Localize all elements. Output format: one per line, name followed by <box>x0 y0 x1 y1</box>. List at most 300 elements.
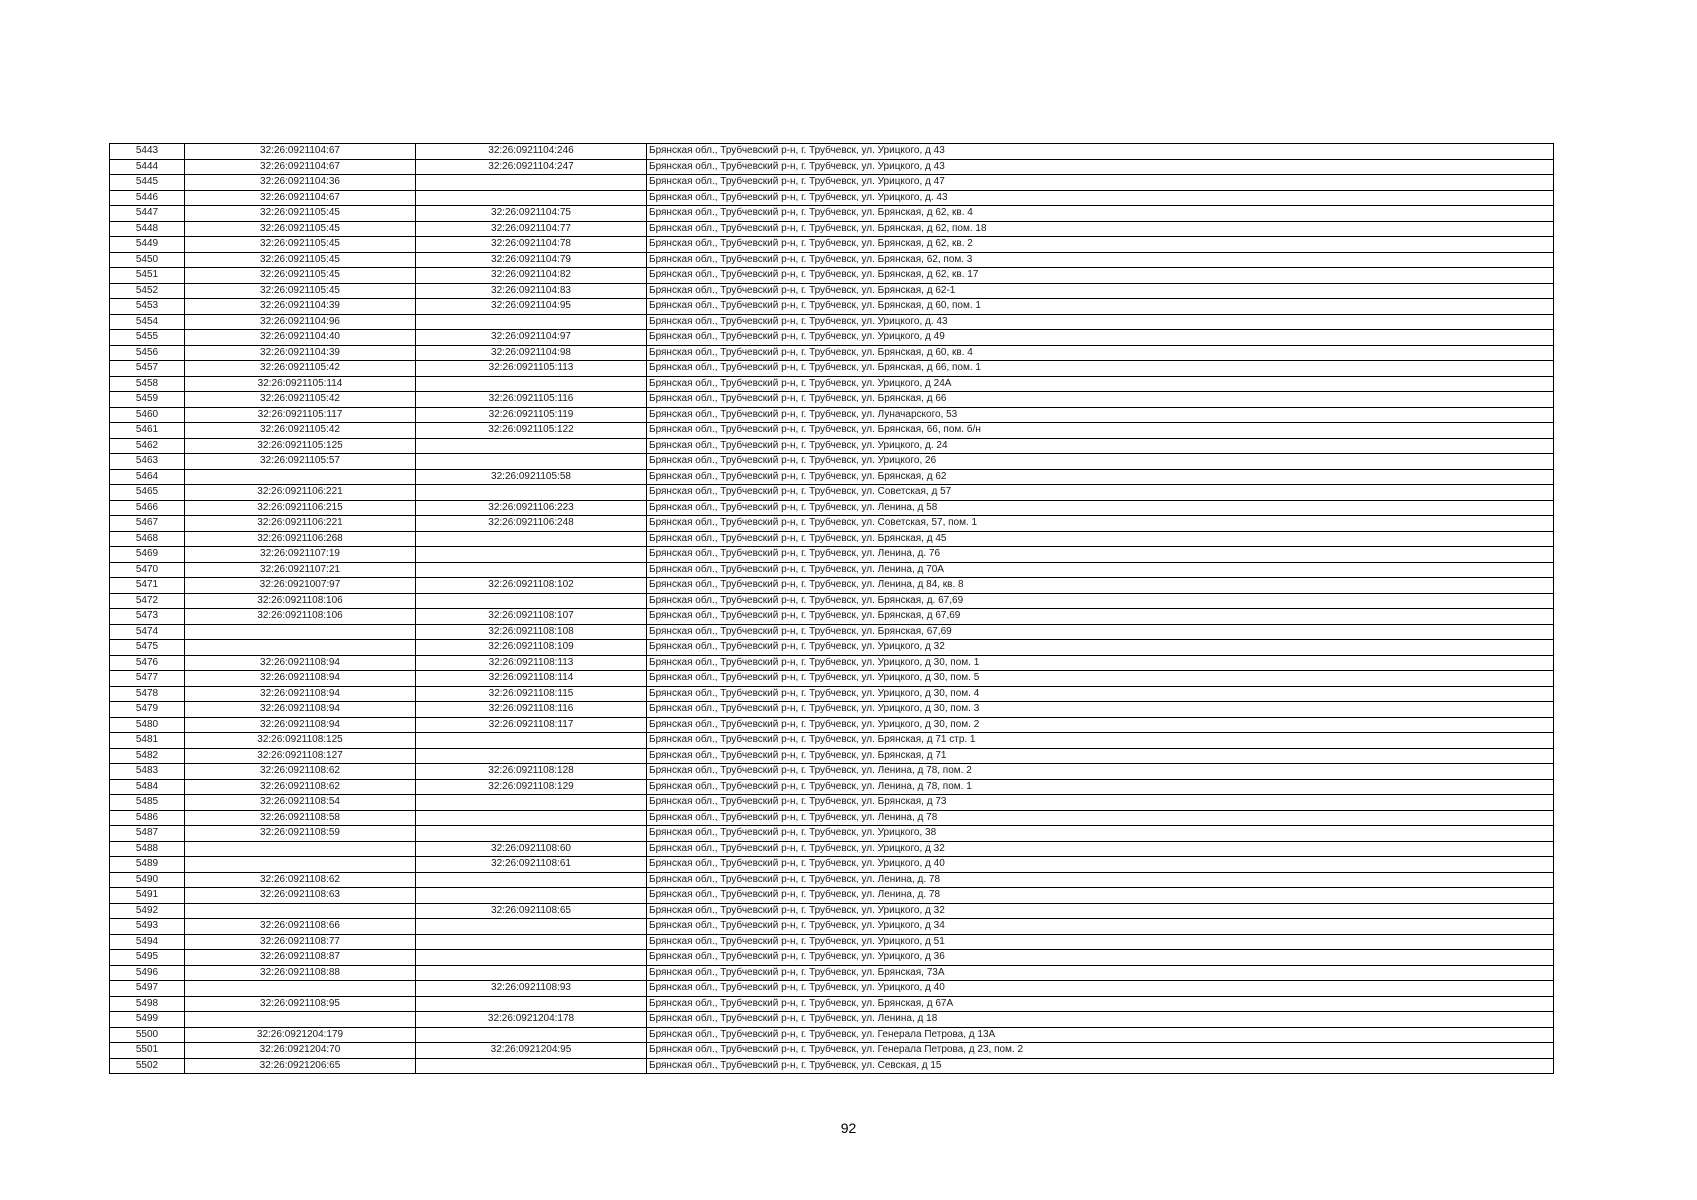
cadastral-number-cell: 32:26:0921108:87 <box>185 950 416 966</box>
related-cadastral-number-cell: 32:26:0921108:128 <box>416 764 647 780</box>
cadastral-number-cell: 32:26:0921204:70 <box>185 1043 416 1059</box>
table-row <box>110 221 1554 237</box>
related-cadastral-number-cell <box>416 826 647 842</box>
cadastral-number-cell: 32:26:0921105:114 <box>185 376 416 392</box>
cadastral-number-cell: 32:26:0921105:45 <box>185 252 416 268</box>
row-number-cell: 5456 <box>110 345 185 361</box>
address-cell: Брянская обл., Трубчевский р-н, г. Трубчевск, ул. Брянская, д 66, пом. 1 <box>647 361 1554 377</box>
related-cadastral-number-cell: 32:26:0921105:119 <box>416 407 647 423</box>
related-cadastral-number-cell <box>416 1058 647 1074</box>
table-row <box>110 640 1554 656</box>
row-number-cell: 5491 <box>110 888 185 904</box>
cadastral-number-cell: 32:26:0921108:62 <box>185 779 416 795</box>
table-row <box>110 919 1554 935</box>
row-number-cell: 5458 <box>110 376 185 392</box>
row-number-cell: 5477 <box>110 671 185 687</box>
table-row <box>110 206 1554 222</box>
related-cadastral-number-cell <box>416 175 647 191</box>
cadastral-number-cell: 32:26:0921108:127 <box>185 748 416 764</box>
related-cadastral-number-cell <box>416 965 647 981</box>
row-number-cell: 5473 <box>110 609 185 625</box>
table-row <box>110 500 1554 516</box>
row-number-cell: 5474 <box>110 624 185 640</box>
related-cadastral-number-cell: 32:26:0921104:83 <box>416 283 647 299</box>
address-cell: Брянская обл., Трубчевский р-н, г. Трубчевск, ул. Брянская, д 62 <box>647 469 1554 485</box>
cadastral-number-cell: 32:26:0921108:95 <box>185 996 416 1012</box>
row-number-cell: 5489 <box>110 857 185 873</box>
cadastral-number-cell: 32:26:0921107:21 <box>185 562 416 578</box>
row-number-cell: 5501 <box>110 1043 185 1059</box>
related-cadastral-number-cell <box>416 950 647 966</box>
table-row <box>110 268 1554 284</box>
address-cell: Брянская обл., Трубчевский р-н, г. Трубчевск, ул. Урицкого, д 30, пом. 1 <box>647 655 1554 671</box>
related-cadastral-number-cell: 32:26:0921108:113 <box>416 655 647 671</box>
related-cadastral-number-cell: 32:26:0921108:109 <box>416 640 647 656</box>
address-cell: Брянская обл., Трубчевский р-н, г. Трубчевск, ул. Брянская, д 62, кв. 4 <box>647 206 1554 222</box>
related-cadastral-number-cell: 32:26:0921104:82 <box>416 268 647 284</box>
address-cell: Брянская обл., Трубчевский р-н, г. Трубчевск, ул. Ленина, д 70А <box>647 562 1554 578</box>
cadastral-number-cell: 32:26:0921105:125 <box>185 438 416 454</box>
cadastral-number-cell: 32:26:0921108:62 <box>185 764 416 780</box>
related-cadastral-number-cell <box>416 190 647 206</box>
related-cadastral-number-cell: 32:26:0921104:75 <box>416 206 647 222</box>
table-row <box>110 376 1554 392</box>
table-row <box>110 283 1554 299</box>
table-row <box>110 624 1554 640</box>
cadastral-number-cell: 32:26:0921105:42 <box>185 423 416 439</box>
row-number-cell: 5502 <box>110 1058 185 1074</box>
related-cadastral-number-cell: 32:26:0921108:116 <box>416 702 647 718</box>
related-cadastral-number-cell <box>416 531 647 547</box>
row-number-cell: 5493 <box>110 919 185 935</box>
address-cell: Брянская обл., Трубчевский р-н, г. Трубчевск, ул. Ленина, д 78 <box>647 810 1554 826</box>
row-number-cell: 5480 <box>110 717 185 733</box>
related-cadastral-number-cell: 32:26:0921108:102 <box>416 578 647 594</box>
cadastral-number-cell: 32:26:0921107:19 <box>185 547 416 563</box>
table-row <box>110 733 1554 749</box>
address-cell: Брянская обл., Трубчевский р-н, г. Трубчевск, ул. Урицкого, д 32 <box>647 903 1554 919</box>
related-cadastral-number-cell: 32:26:0921108:114 <box>416 671 647 687</box>
address-cell: Брянская обл., Трубчевский р-н, г. Трубчевск, ул. Генерала Петрова, д 13А <box>647 1027 1554 1043</box>
related-cadastral-number-cell: 32:26:0921105:58 <box>416 469 647 485</box>
related-cadastral-number-cell: 32:26:0921105:116 <box>416 392 647 408</box>
table-row <box>110 237 1554 253</box>
cadastral-number-cell: 32:26:0921108:106 <box>185 593 416 609</box>
page-number: 92 <box>840 1120 857 1136</box>
row-number-cell: 5471 <box>110 578 185 594</box>
table-row <box>110 423 1554 439</box>
cadastral-number-cell <box>185 903 416 919</box>
table-row <box>110 609 1554 625</box>
row-number-cell: 5490 <box>110 872 185 888</box>
cadastral-number-cell: 32:26:0921108:88 <box>185 965 416 981</box>
cadastral-number-cell: 32:26:0921106:215 <box>185 500 416 516</box>
row-number-cell: 5468 <box>110 531 185 547</box>
address-cell: Брянская обл., Трубчевский р-н, г. Трубчевск, ул. Урицкого, д 51 <box>647 934 1554 950</box>
cadastral-number-cell: 32:26:0921105:45 <box>185 283 416 299</box>
cadastral-number-cell: 32:26:0921108:58 <box>185 810 416 826</box>
address-cell: Брянская обл., Трубчевский р-н, г. Трубчевск, ул. Урицкого, д 24А <box>647 376 1554 392</box>
table-row <box>110 299 1554 315</box>
related-cadastral-number-cell: 32:26:0921108:93 <box>416 981 647 997</box>
table-row <box>110 454 1554 470</box>
related-cadastral-number-cell: 32:26:0921104:97 <box>416 330 647 346</box>
address-cell: Брянская обл., Трубчевский р-н, г. Трубчевск, ул. Брянская, д 45 <box>647 531 1554 547</box>
address-cell: Брянская обл., Трубчевский р-н, г. Трубчевск, ул. Урицкого, д 40 <box>647 981 1554 997</box>
related-cadastral-number-cell: 32:26:0921204:95 <box>416 1043 647 1059</box>
table-row <box>110 547 1554 563</box>
address-cell: Брянская обл., Трубчевский р-н, г. Трубчевск, ул. Ленина, д 58 <box>647 500 1554 516</box>
cadastral-number-cell: 32:26:0921108:63 <box>185 888 416 904</box>
row-number-cell: 5455 <box>110 330 185 346</box>
table-row <box>110 795 1554 811</box>
cadastral-number-cell <box>185 1012 416 1028</box>
related-cadastral-number-cell: 32:26:0921104:77 <box>416 221 647 237</box>
cadastral-number-cell <box>185 981 416 997</box>
table-row <box>110 764 1554 780</box>
address-cell: Брянская обл., Трубчевский р-н, г. Трубчевск, ул. Урицкого, д 40 <box>647 857 1554 873</box>
related-cadastral-number-cell: 32:26:0921104:98 <box>416 345 647 361</box>
related-cadastral-number-cell <box>416 593 647 609</box>
table-row <box>110 578 1554 594</box>
row-number-cell: 5445 <box>110 175 185 191</box>
address-cell: Брянская обл., Трубчевский р-н, г. Трубчевск, ул. Урицкого, 38 <box>647 826 1554 842</box>
table-row <box>110 717 1554 733</box>
address-cell: Брянская обл., Трубчевский р-н, г. Трубчевск, ул. Брянская, д 71 стр. 1 <box>647 733 1554 749</box>
related-cadastral-number-cell <box>416 919 647 935</box>
table-row <box>110 702 1554 718</box>
cadastral-number-cell: 32:26:0921108:62 <box>185 872 416 888</box>
row-number-cell: 5487 <box>110 826 185 842</box>
table-row <box>110 531 1554 547</box>
cadastral-number-cell: 32:26:0921206:65 <box>185 1058 416 1074</box>
cadastral-number-cell: 32:26:0921108:94 <box>185 655 416 671</box>
related-cadastral-number-cell <box>416 438 647 454</box>
cadastral-table <box>109 143 1554 1074</box>
cadastral-number-cell: 32:26:0921105:45 <box>185 268 416 284</box>
related-cadastral-number-cell: 32:26:0921108:65 <box>416 903 647 919</box>
cadastral-number-cell: 32:26:0921108:94 <box>185 686 416 702</box>
row-number-cell: 5479 <box>110 702 185 718</box>
row-number-cell: 5488 <box>110 841 185 857</box>
row-number-cell: 5465 <box>110 485 185 501</box>
cadastral-number-cell: 32:26:0921104:39 <box>185 345 416 361</box>
row-number-cell: 5499 <box>110 1012 185 1028</box>
address-cell: Брянская обл., Трубчевский р-н, г. Трубчевск, ул. Урицкого, д 36 <box>647 950 1554 966</box>
address-cell: Брянская обл., Трубчевский р-н, г. Трубчевск, ул. Брянская, д 73 <box>647 795 1554 811</box>
table-row <box>110 392 1554 408</box>
address-cell: Брянская обл., Трубчевский р-н, г. Трубчевск, ул. Урицкого, д 49 <box>647 330 1554 346</box>
table-row <box>110 593 1554 609</box>
table-row <box>110 516 1554 532</box>
row-number-cell: 5469 <box>110 547 185 563</box>
row-number-cell: 5496 <box>110 965 185 981</box>
row-number-cell: 5453 <box>110 299 185 315</box>
cadastral-number-cell: 32:26:0921106:221 <box>185 485 416 501</box>
table-row <box>110 159 1554 175</box>
cadastral-number-cell: 32:26:0921104:67 <box>185 159 416 175</box>
address-cell: Брянская обл., Трубчевский р-н, г. Трубчевск, ул. Брянская, 73А <box>647 965 1554 981</box>
address-cell: Брянская обл., Трубчевский р-н, г. Трубчевск, ул. Севская, д 15 <box>647 1058 1554 1074</box>
cadastral-number-cell <box>185 841 416 857</box>
row-number-cell: 5483 <box>110 764 185 780</box>
table-row <box>110 903 1554 919</box>
related-cadastral-number-cell <box>416 748 647 764</box>
cadastral-number-cell: 32:26:0921106:221 <box>185 516 416 532</box>
table-row <box>110 1058 1554 1074</box>
table-row <box>110 872 1554 888</box>
address-cell: Брянская обл., Трубчевский р-н, г. Трубчевск, ул. Ленина, д 18 <box>647 1012 1554 1028</box>
related-cadastral-number-cell <box>416 934 647 950</box>
related-cadastral-number-cell: 32:26:0921108:129 <box>416 779 647 795</box>
table-row <box>110 438 1554 454</box>
cadastral-number-cell: 32:26:0921105:42 <box>185 392 416 408</box>
related-cadastral-number-cell: 32:26:0921104:247 <box>416 159 647 175</box>
table-row <box>110 981 1554 997</box>
table-row <box>110 190 1554 206</box>
address-cell: Брянская обл., Трубчевский р-н, г. Трубчевск, ул. Брянская, д 62, пом. 18 <box>647 221 1554 237</box>
row-number-cell: 5451 <box>110 268 185 284</box>
cadastral-number-cell: 32:26:0921104:39 <box>185 299 416 315</box>
address-cell: Брянская обл., Трубчевский р-н, г. Трубчевск, ул. Ленина, д 84, кв. 8 <box>647 578 1554 594</box>
row-number-cell: 5485 <box>110 795 185 811</box>
related-cadastral-number-cell <box>416 872 647 888</box>
cadastral-number-cell: 32:26:0921108:94 <box>185 702 416 718</box>
cadastral-number-cell: 32:26:0921204:179 <box>185 1027 416 1043</box>
address-cell: Брянская обл., Трубчевский р-н, г. Трубчевск, ул. Ленина, д. 78 <box>647 872 1554 888</box>
address-cell: Брянская обл., Трубчевский р-н, г. Трубчевск, ул. Ленина, д 78, пом. 2 <box>647 764 1554 780</box>
row-number-cell: 5467 <box>110 516 185 532</box>
cadastral-number-cell <box>185 857 416 873</box>
related-cadastral-number-cell <box>416 795 647 811</box>
table-body <box>110 144 1554 1074</box>
cadastral-number-cell: 32:26:0921108:54 <box>185 795 416 811</box>
cadastral-number-cell: 32:26:0921104:36 <box>185 175 416 191</box>
row-number-cell: 5446 <box>110 190 185 206</box>
related-cadastral-number-cell: 32:26:0921106:248 <box>416 516 647 532</box>
row-number-cell: 5495 <box>110 950 185 966</box>
table-row <box>110 810 1554 826</box>
address-cell: Брянская обл., Трубчевский р-н, г. Трубчевск, ул. Советская, д 57 <box>647 485 1554 501</box>
related-cadastral-number-cell <box>416 810 647 826</box>
address-cell: Брянская обл., Трубчевский р-н, г. Трубчевск, ул. Урицкого, д 47 <box>647 175 1554 191</box>
table-row <box>110 562 1554 578</box>
row-number-cell: 5476 <box>110 655 185 671</box>
table-row <box>110 748 1554 764</box>
related-cadastral-number-cell: 32:26:0921108:108 <box>416 624 647 640</box>
address-cell: Брянская обл., Трубчевский р-н, г. Трубчевск, ул. Брянская, 67,69 <box>647 624 1554 640</box>
cadastral-number-cell <box>185 624 416 640</box>
cadastral-number-cell <box>185 640 416 656</box>
table-row <box>110 485 1554 501</box>
address-cell: Брянская обл., Трубчевский р-н, г. Трубчевск, ул. Брянская, д 67А <box>647 996 1554 1012</box>
related-cadastral-number-cell: 32:26:0921108:60 <box>416 841 647 857</box>
cadastral-number-cell: 32:26:0921104:96 <box>185 314 416 330</box>
row-number-cell: 5444 <box>110 159 185 175</box>
row-number-cell: 5466 <box>110 500 185 516</box>
cadastral-number-cell: 32:26:0921105:45 <box>185 206 416 222</box>
address-cell: Брянская обл., Трубчевский р-н, г. Трубчевск, ул. Урицкого, д 34 <box>647 919 1554 935</box>
related-cadastral-number-cell: 32:26:0921105:122 <box>416 423 647 439</box>
cadastral-number-cell: 32:26:0921104:67 <box>185 144 416 160</box>
cadastral-number-cell: 32:26:0921108:125 <box>185 733 416 749</box>
cadastral-number-cell: 32:26:0921108:94 <box>185 717 416 733</box>
table-row <box>110 252 1554 268</box>
table-row <box>110 345 1554 361</box>
table-row <box>110 1027 1554 1043</box>
address-cell: Брянская обл., Трубчевский р-н, г. Трубчевск, ул. Луначарского, 53 <box>647 407 1554 423</box>
related-cadastral-number-cell: 32:26:0921104:79 <box>416 252 647 268</box>
address-cell: Брянская обл., Трубчевский р-н, г. Трубчевск, ул. Урицкого, д 32 <box>647 640 1554 656</box>
row-number-cell: 5472 <box>110 593 185 609</box>
address-cell: Брянская обл., Трубчевский р-н, г. Трубчевск, ул. Брянская, 62, пом. 3 <box>647 252 1554 268</box>
table-row <box>110 407 1554 423</box>
table-row <box>110 826 1554 842</box>
related-cadastral-number-cell: 32:26:0921106:223 <box>416 500 647 516</box>
table-row <box>110 469 1554 485</box>
address-cell: Брянская обл., Трубчевский р-н, г. Трубчевск, ул. Брянская, д 62, кв. 2 <box>647 237 1554 253</box>
row-number-cell: 5475 <box>110 640 185 656</box>
table-row <box>110 888 1554 904</box>
related-cadastral-number-cell <box>416 454 647 470</box>
table-row <box>110 314 1554 330</box>
table-row <box>110 950 1554 966</box>
related-cadastral-number-cell <box>416 314 647 330</box>
table-row <box>110 779 1554 795</box>
table-row <box>110 934 1554 950</box>
cadastral-number-cell: 32:26:0921108:66 <box>185 919 416 935</box>
address-cell: Брянская обл., Трубчевский р-н, г. Трубчевск, ул. Брянская, д 71 <box>647 748 1554 764</box>
address-cell: Брянская обл., Трубчевский р-н, г. Трубчевск, ул. Ленина, д 78, пом. 1 <box>647 779 1554 795</box>
related-cadastral-number-cell: 32:26:0921105:113 <box>416 361 647 377</box>
related-cadastral-number-cell <box>416 376 647 392</box>
related-cadastral-number-cell <box>416 1027 647 1043</box>
row-number-cell: 5500 <box>110 1027 185 1043</box>
address-cell: Брянская обл., Трубчевский р-н, г. Трубчевск, ул. Урицкого, д 30, пом. 4 <box>647 686 1554 702</box>
address-cell: Брянская обл., Трубчевский р-н, г. Трубчевск, ул. Советская, 57, пом. 1 <box>647 516 1554 532</box>
table-row <box>110 686 1554 702</box>
cadastral-number-cell: 32:26:0921007:97 <box>185 578 416 594</box>
table-row <box>110 857 1554 873</box>
address-cell: Брянская обл., Трубчевский р-н, г. Трубчевск, ул. Урицкого, д 30, пом. 3 <box>647 702 1554 718</box>
cadastral-number-cell: 32:26:0921108:77 <box>185 934 416 950</box>
row-number-cell: 5486 <box>110 810 185 826</box>
cadastral-number-cell: 32:26:0921105:45 <box>185 237 416 253</box>
table-row <box>110 965 1554 981</box>
row-number-cell: 5460 <box>110 407 185 423</box>
row-number-cell: 5454 <box>110 314 185 330</box>
table-row <box>110 330 1554 346</box>
cadastral-number-cell: 32:26:0921104:67 <box>185 190 416 206</box>
address-cell: Брянская обл., Трубчевский р-н, г. Трубчевск, ул. Брянская, д 67,69 <box>647 609 1554 625</box>
row-number-cell: 5470 <box>110 562 185 578</box>
address-cell: Брянская обл., Трубчевский р-н, г. Трубчевск, ул. Урицкого, д 32 <box>647 841 1554 857</box>
table-row <box>110 655 1554 671</box>
row-number-cell: 5482 <box>110 748 185 764</box>
row-number-cell: 5498 <box>110 996 185 1012</box>
table-row <box>110 1043 1554 1059</box>
related-cadastral-number-cell <box>416 562 647 578</box>
address-cell: Брянская обл., Трубчевский р-н, г. Трубчевск, ул. Урицкого, д. 43 <box>647 190 1554 206</box>
table-row <box>110 996 1554 1012</box>
row-number-cell: 5459 <box>110 392 185 408</box>
cadastral-number-cell: 32:26:0921108:94 <box>185 671 416 687</box>
address-cell: Брянская обл., Трубчевский р-н, г. Трубчевск, ул. Урицкого, д 30, пом. 5 <box>647 671 1554 687</box>
row-number-cell: 5457 <box>110 361 185 377</box>
table-row <box>110 1012 1554 1028</box>
row-number-cell: 5478 <box>110 686 185 702</box>
cadastral-number-cell: 32:26:0921105:57 <box>185 454 416 470</box>
related-cadastral-number-cell <box>416 996 647 1012</box>
address-cell: Брянская обл., Трубчевский р-н, г. Трубчевск, ул. Брянская, д 62-1 <box>647 283 1554 299</box>
address-cell: Брянская обл., Трубчевский р-н, г. Трубчевск, ул. Урицкого, д. 43 <box>647 314 1554 330</box>
related-cadastral-number-cell: 32:26:0921104:78 <box>416 237 647 253</box>
cadastral-number-cell: 32:26:0921106:268 <box>185 531 416 547</box>
address-cell: Брянская обл., Трубчевский р-н, г. Трубчевск, ул. Генерала Петрова, д 23, пом. 2 <box>647 1043 1554 1059</box>
related-cadastral-number-cell: 32:26:0921104:95 <box>416 299 647 315</box>
address-cell: Брянская обл., Трубчевский р-н, г. Трубчевск, ул. Урицкого, д. 24 <box>647 438 1554 454</box>
address-cell: Брянская обл., Трубчевский р-н, г. Трубчевск, ул. Ленина, д. 78 <box>647 888 1554 904</box>
related-cadastral-number-cell: 32:26:0921108:117 <box>416 717 647 733</box>
row-number-cell: 5450 <box>110 252 185 268</box>
cadastral-number-cell: 32:26:0921108:106 <box>185 609 416 625</box>
table-row <box>110 175 1554 191</box>
row-number-cell: 5449 <box>110 237 185 253</box>
related-cadastral-number-cell: 32:26:0921104:246 <box>416 144 647 160</box>
row-number-cell: 5447 <box>110 206 185 222</box>
table-row <box>110 841 1554 857</box>
table-row <box>110 144 1554 160</box>
related-cadastral-number-cell <box>416 888 647 904</box>
related-cadastral-number-cell: 32:26:0921108:115 <box>416 686 647 702</box>
address-cell: Брянская обл., Трубчевский р-н, г. Трубчевск, ул. Ленина, д. 76 <box>647 547 1554 563</box>
row-number-cell: 5497 <box>110 981 185 997</box>
cadastral-number-cell: 32:26:0921105:117 <box>185 407 416 423</box>
related-cadastral-number-cell <box>416 733 647 749</box>
cadastral-number-cell: 32:26:0921105:45 <box>185 221 416 237</box>
row-number-cell: 5462 <box>110 438 185 454</box>
address-cell: Брянская обл., Трубчевский р-н, г. Трубчевск, ул. Брянская, д. 67,69 <box>647 593 1554 609</box>
row-number-cell: 5481 <box>110 733 185 749</box>
cadastral-number-cell: 32:26:0921108:59 <box>185 826 416 842</box>
row-number-cell: 5463 <box>110 454 185 470</box>
row-number-cell: 5464 <box>110 469 185 485</box>
address-cell: Брянская обл., Трубчевский р-н, г. Трубчевск, ул. Урицкого, д 43 <box>647 159 1554 175</box>
cadastral-number-cell: 32:26:0921104:40 <box>185 330 416 346</box>
related-cadastral-number-cell: 32:26:0921204:178 <box>416 1012 647 1028</box>
row-number-cell: 5484 <box>110 779 185 795</box>
address-cell: Брянская обл., Трубчевский р-н, г. Трубчевск, ул. Урицкого, д 30, пом. 2 <box>647 717 1554 733</box>
address-cell: Брянская обл., Трубчевский р-н, г. Трубчевск, ул. Урицкого, 26 <box>647 454 1554 470</box>
row-number-cell: 5494 <box>110 934 185 950</box>
address-cell: Брянская обл., Трубчевский р-н, г. Трубчевск, ул. Урицкого, д 43 <box>647 144 1554 160</box>
address-cell: Брянская обл., Трубчевский р-н, г. Трубчевск, ул. Брянская, д 66 <box>647 392 1554 408</box>
related-cadastral-number-cell <box>416 547 647 563</box>
address-cell: Брянская обл., Трубчевский р-н, г. Трубчевск, ул. Брянская, д 60, пом. 1 <box>647 299 1554 315</box>
table-row <box>110 361 1554 377</box>
table-row <box>110 671 1554 687</box>
row-number-cell: 5452 <box>110 283 185 299</box>
address-cell: Брянская обл., Трубчевский р-н, г. Трубчевск, ул. Брянская, д 62, кв. 17 <box>647 268 1554 284</box>
cadastral-number-cell: 32:26:0921105:42 <box>185 361 416 377</box>
related-cadastral-number-cell: 32:26:0921108:61 <box>416 857 647 873</box>
row-number-cell: 5492 <box>110 903 185 919</box>
address-cell: Брянская обл., Трубчевский р-н, г. Трубчевск, ул. Брянская, д 60, кв. 4 <box>647 345 1554 361</box>
related-cadastral-number-cell: 32:26:0921108:107 <box>416 609 647 625</box>
row-number-cell: 5443 <box>110 144 185 160</box>
row-number-cell: 5448 <box>110 221 185 237</box>
row-number-cell: 5461 <box>110 423 185 439</box>
